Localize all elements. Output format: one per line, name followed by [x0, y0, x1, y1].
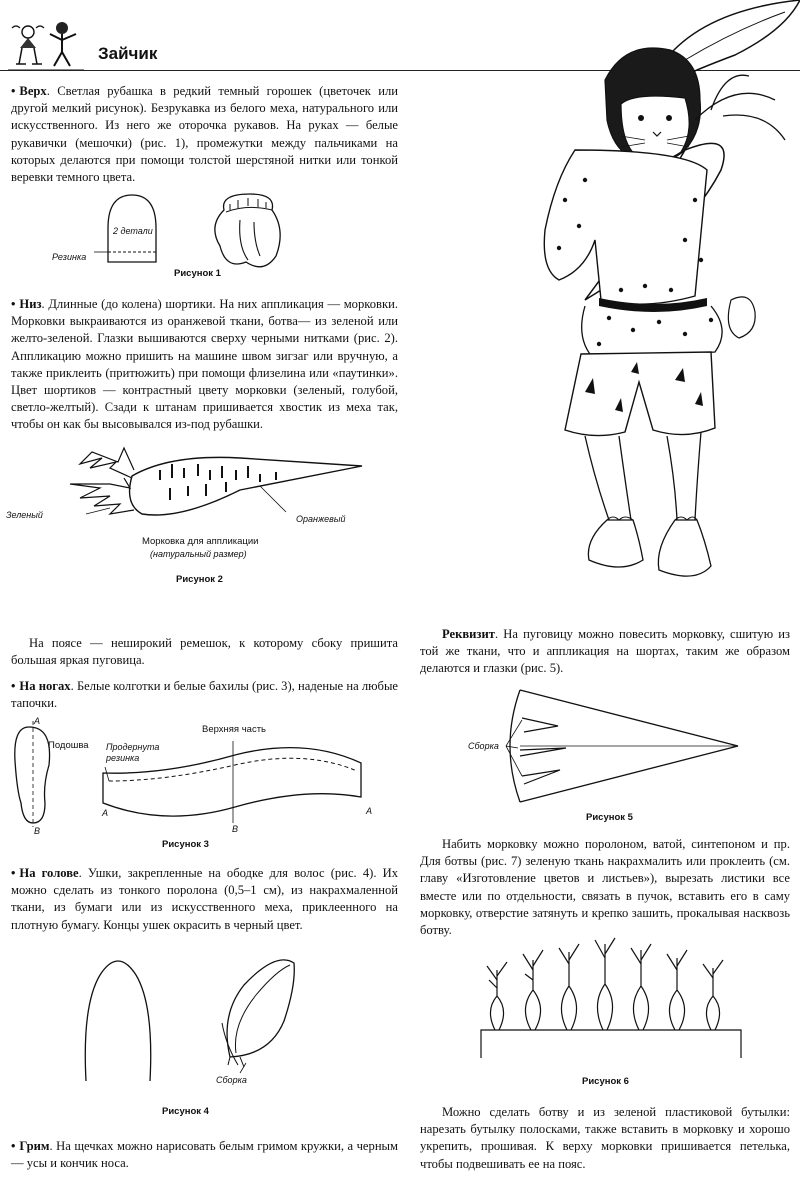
paragraph-bottle-body: Можно сделать ботву и из зеленой пластиковой бутылки: нарезать бутылку полосками, также вставить в морковку и хорошо укрепить, прошивая. К верху морковки пришивается петелька, чтобы подвешивать ее на пояс.: [420, 1105, 790, 1171]
fig3-A-right: A: [366, 806, 373, 816]
fig3-B-sole: B: [34, 826, 41, 836]
fig3-label-top: Верхняя часть: [202, 724, 267, 735]
figure6-leaves-drawing: [465, 930, 765, 1070]
paragraph-head: • На голове. Ушки, закрепленные на ободке для волос (рис. 4). Их можно сделать из тонкого поролона (0,5–1 см), из накрахмаленной ткани, из бумаги или из искусственного меха, приклеенного на плотную бумагу. Концы ушек окрасить в черный цвет.: [11, 866, 398, 932]
paragraph-legs-head: На ногах: [19, 679, 71, 693]
figure3-drawing: [5, 715, 385, 835]
figure4-ears-drawing: [80, 945, 320, 1095]
paragraph-bottom-body: . Длинные (до колена) шортики. На них аппликация — морковки. Морковки выкраиваются из оранжевой ткани, ботва— из зеленой или желто-зеленой. Глазки вышиваются сверху черными нитками (рис. 2). Аппликацию можно пришить на машине швом зигзаг или вручную, а также приклеить (притюжить) при помощи флизелина или «паутинки». Цвет шортиков — контрастный цвету морковки (зеленый, голубой, светло-желтый). Сзади к штанам пришивается хвостик из меха так, чтобы он как бы высовывался из-под рубашки.: [11, 297, 398, 432]
fig3-B-top: B: [232, 824, 239, 834]
figure5-carrot-pattern-drawing: [470, 680, 750, 810]
paragraph-top: • Верх. Светлая рубашка в редкий темный горошек (цветочек или другой мелкий рисунок). Безрукавка из белого меха, натурального или искусственного. Из него же оторочка рукавов. На руках — белые рукавички (мешочки) (рис. 1), промежутки между пальчиками на которых делаются при помощи толстой шерстяной нитки или тонкой веревки темного цвета.: [11, 84, 398, 185]
paragraph-bottom-clothes: • Низ. Длинные (до колена) шортики. На них аппликация — морковки. Морковки выкраиваются из оранжевой ткани, ботва— из зеленой или желто-зеленой. Глазки вышиваются сверху черными нитками (рис. 2). Аппликацию можно пришить на машине швом зигзаг или вручную, а также приклеить (притюжить) при помощи флизелина или «паутинки». Цвет шортиков — контрастный цвету морковки (зеленый, голубой, светло-желтый). Сзади к штанам пришивается хвостик из меха так, чтобы он как бы высовывался из-под рубашки.: [11, 297, 398, 432]
paragraph-props: [420, 626, 790, 678]
paragraph-makeup-head: Грим: [19, 1139, 50, 1153]
fig2-label-sub: (натуральный размер): [150, 549, 247, 559]
paragraph-makeup: • Грим. На щечках можно нарисовать белым гримом кружки, а черным — усы и кончик носа.: [11, 1139, 398, 1171]
paragraph-props-head: Реквизит: [442, 627, 495, 641]
page-title: Зайчик: [98, 44, 158, 63]
fig1-caption: Рисунок 1: [174, 268, 221, 279]
fig1-label-details: 2 детали: [113, 226, 153, 236]
paragraph-head-body: . Ушки, закрепленные на ободке для волос (рис. 4). Их можно сделать из тонкого поролона (0,5–1 см), из накрахмаленной ткани, из бумаги или из искусственного меха, приклеенного на плотную бумагу. Концы ушек окрасить в черный цвет.: [11, 866, 398, 932]
fig3-label-elastic: Продернута резинка: [106, 742, 160, 763]
fig3-A-top: A: [34, 716, 41, 726]
fig2-label-orange: Оранжевый: [296, 514, 346, 524]
bunny-child-illustration: [535, 0, 800, 590]
fig4-label-sborka: Сборка: [216, 1075, 247, 1085]
paragraph-legs-body: . Белые колготки и белые бахилы (рис. 3), наденые на любые тапочки.: [11, 679, 399, 711]
paragraph-top-head: Верх: [19, 84, 47, 98]
paragraph-props-body: . На пуговицу можно повесить морковку, сшитую из той же ткани, что и аппликация на шортах, таким же образом делаются и глазки (рис. 5).: [420, 627, 790, 676]
paragraph-stuffing-body: Набить морковку можно поролоном, ватой, синтепоном и пр. Для ботвы (рис. 7) зеленую ткань накрахмалить или проклеить (см. главу «Изготовление цветов и листьев»), вырезать листики все вместе или по отдельности, связать в пучок, вставить его в саму морковку, отверстие затянуть и крепко зашить, прокалывая насквозь ботву.: [420, 837, 790, 938]
figure2-carrot-drawing: [50, 448, 380, 538]
fig5-label-sborka: Сборка: [468, 741, 499, 751]
fig2-caption: Рисунок 2: [176, 574, 223, 585]
paragraph-bottle: [420, 1104, 790, 1173]
fig3-label-sole: Подошва: [48, 740, 89, 751]
paragraph-top-body: . Светлая рубашка в редкий темный горошек (цветочек или другой мелкий рисунок). Безрукавка из белого меха, натурального или искусственного. Из него же оторочка рукавов. На руках — белые рукавички (мешочки) (рис. 1), промежутки между пальчиками на которых делаются при помощи толстой шерстяной нитки или тонкой веревки темного цвета.: [11, 84, 398, 185]
paragraph-stuffing: [420, 836, 790, 939]
paragraph-belt-body: На поясе — неширокий ремешок, к которому сбоку пришита большая яркая пуговица.: [11, 636, 398, 668]
paragraph-legs: • На ногах. Белые колготки и белые бахилы (рис. 3), наденые на любые тапочки.: [11, 679, 399, 711]
fig3-caption: Рисунок 3: [162, 839, 209, 850]
fig4-caption: Рисунок 4: [162, 1106, 209, 1117]
fig2-label-green: Зеленый: [6, 510, 43, 520]
fig3-A-left: A: [102, 808, 109, 818]
paragraph-head-head: На голове: [19, 866, 79, 880]
fig5-caption: Рисунок 5: [586, 812, 633, 823]
fig6-caption: Рисунок 6: [582, 1076, 629, 1087]
fig2-label-main: Морковка для аппликации: [142, 536, 259, 547]
fig1-label-rezinka: Резинка: [52, 252, 87, 262]
paragraph-makeup-body: . На щечках можно нарисовать белым гримом кружки, а черным — усы и кончик носа.: [11, 1139, 398, 1171]
paragraph-bottom-head: Низ: [19, 297, 42, 311]
figure1-drawing: [50, 190, 310, 270]
paragraph-belt: [11, 635, 398, 669]
